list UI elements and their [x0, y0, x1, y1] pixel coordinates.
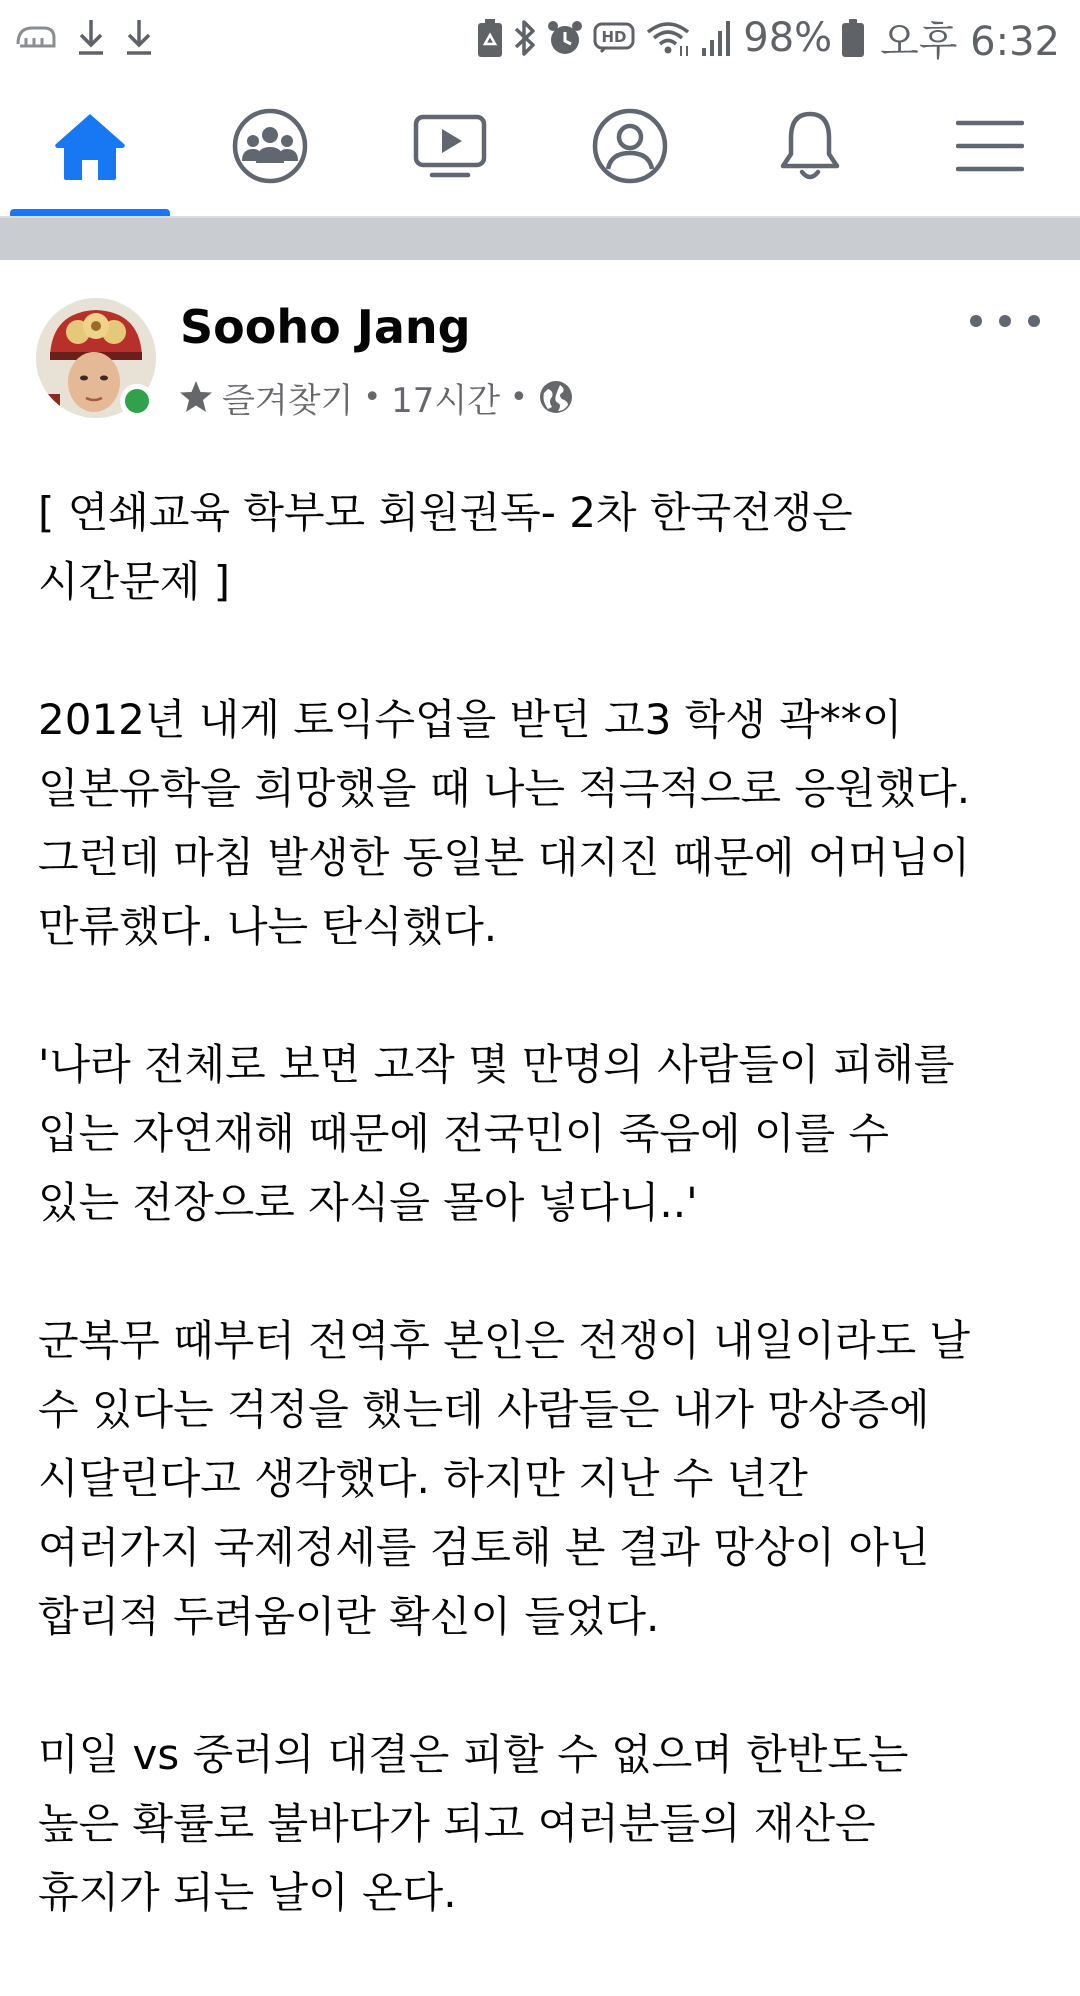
status-bar: [0, 0, 1080, 76]
battery-icon: [842, 19, 864, 57]
download-icon: [124, 18, 154, 56]
tab-menu[interactable]: [900, 76, 1080, 216]
voicemail-icon: [14, 20, 58, 54]
video-icon: [412, 111, 488, 181]
meta-separator: •: [510, 379, 528, 415]
bell-icon: [775, 108, 845, 184]
globe-icon: [538, 379, 574, 415]
feed-separator: [0, 218, 1080, 260]
more-dot: [970, 315, 982, 327]
signal-icon: [701, 18, 733, 58]
download-icon: [76, 18, 106, 56]
more-options-button[interactable]: [970, 306, 1040, 336]
wifi-icon: [645, 18, 691, 58]
home-icon: [52, 110, 128, 182]
more-dot: [999, 315, 1011, 327]
online-status-dot: [120, 384, 154, 418]
star-icon: [178, 379, 214, 415]
post-paragraph: 2012년 내게 토익수업을 받던 고3 학생 곽**이 일본유학을 희망했을 때 나는 적극적으로 응원했다. 그런데 마침 발생한 동일본 대지진 때문에 어머님이 만류했다. 나는 탄식했다.: [38, 695, 971, 951]
groups-icon: [231, 107, 309, 185]
tab-notifications[interactable]: [720, 76, 900, 216]
status-bar-right: [477, 8, 1060, 68]
post-meta: [178, 372, 574, 422]
top-nav: [0, 76, 1080, 218]
post-paragraph: 군복무 때부터 전역후 본인은 전쟁이 내일이라도 날 수 있다는 걱정을 했는데 사람들은 내가 망상증에 시달린다고 생각했다. 하지만 지난 수 년간 여러가지 국제정세를 검토해 본 결과 망상이 아닌 합리적 두려움이란 확신이 들었다.: [38, 1316, 971, 1641]
post-paragraph: '나라 전체로 보면 고작 몇 만명의 사람들이 피해를 입는 자연재해 때문에 전국민이 죽음에 이를 수 있는 전장으로 자식을 몰아 넣다니..': [38, 1040, 955, 1227]
alarm-icon: [547, 18, 583, 58]
recycle-battery-icon: [477, 18, 503, 58]
post-paragraph: 미일 vs 중러의 대결은 피할 수 없으며 한반도는 높은 확률로 불바다가 되고 여러분들의 재산은 휴지가 되는 날이 온다.: [38, 1730, 909, 1917]
profile-icon: [591, 107, 669, 185]
hd-icon: [593, 20, 635, 56]
hamburger-icon: [956, 117, 1024, 175]
avatar[interactable]: [36, 298, 156, 418]
post-paragraph: [ 연쇄교육 학부모 회원권독- 2차 한국전쟁은 시간문제 ]: [38, 488, 853, 606]
tab-watch[interactable]: [360, 76, 540, 216]
post-timestamp[interactable]: 17시간: [391, 380, 501, 421]
svg-text:HD: HD: [601, 28, 627, 46]
more-dot: [1028, 315, 1040, 327]
status-bar-left: [14, 12, 154, 62]
tab-home[interactable]: [0, 76, 180, 216]
bluetooth-icon: [513, 18, 537, 58]
active-tab-indicator: [10, 209, 170, 216]
clock: 오후 6:32: [880, 18, 1060, 65]
favorites-label: 즐겨찾기: [222, 380, 354, 421]
tab-profile[interactable]: [540, 76, 720, 216]
tab-groups[interactable]: [180, 76, 360, 216]
post-author-name[interactable]: Sooho Jang: [180, 300, 471, 354]
post-body: [38, 478, 1048, 1996]
battery-percent: 98%: [743, 15, 833, 61]
meta-separator: •: [363, 379, 382, 415]
feed-post: [0, 260, 1080, 1920]
